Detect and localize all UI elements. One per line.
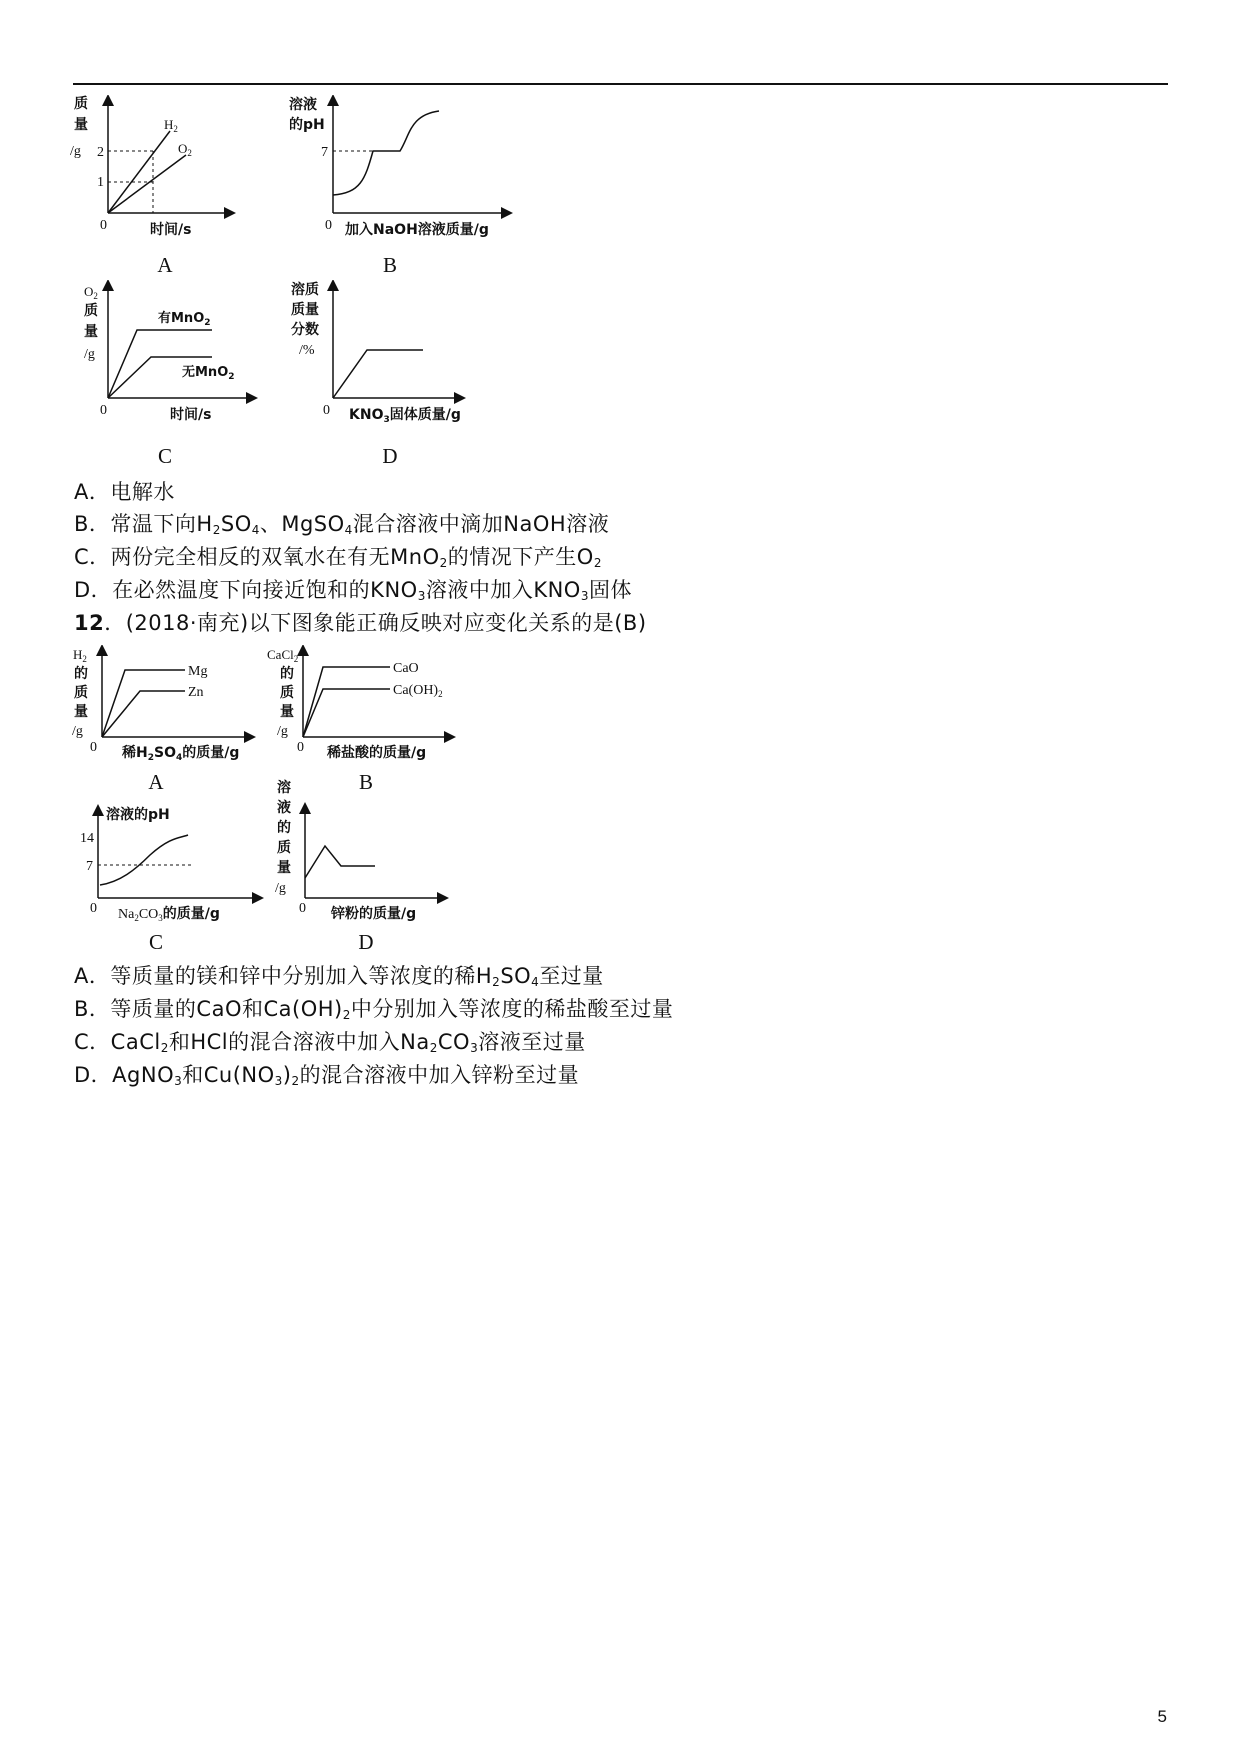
q12-option-d: D．AgNO$_3$和$Cu(NO_3)_2$的混合溶液中加入锌粉至过量 (74, 1063, 580, 1088)
origin-label: 0 (90, 740, 97, 755)
svg-text:质: 质 (277, 840, 291, 856)
figure-label: B (358, 770, 373, 794)
tick-label: 1 (97, 175, 104, 190)
tick-label: 7 (321, 145, 328, 160)
figure-label: A (148, 770, 164, 794)
origin-label: 0 (100, 218, 107, 233)
q11-option-b: B．常温下向$H_2SO_4$、MgSO$_4$混合溶液中滴加NaOH溶液 (74, 512, 610, 537)
axis-label-y: 溶液 (289, 97, 317, 113)
svg-text:量: 量 (74, 704, 88, 720)
origin-label: 0 (100, 403, 107, 418)
series-label: CaO (393, 661, 419, 676)
series-label: 无MnO$_2$ (182, 365, 235, 382)
tick-label: 14 (80, 831, 94, 846)
origin-label: 0 (325, 218, 332, 233)
svg-text:分数: 分数 (291, 322, 319, 338)
svg-text:/g: /g (70, 144, 81, 159)
axis-label-y: 溶质 (291, 282, 319, 298)
axis-label-x: 时间/s (150, 222, 192, 238)
svg-text:/g: /g (72, 724, 83, 739)
q12-figure-d (265, 778, 465, 928)
origin-label: 0 (299, 901, 306, 916)
q11-figure-a (70, 95, 250, 245)
figure-label: D (358, 930, 374, 954)
axis-label-y: 的 (74, 666, 88, 682)
origin-label: 0 (90, 901, 97, 916)
origin-label: 0 (323, 403, 330, 418)
svg-text:O2: $O_2$ (84, 284, 98, 301)
tick-label: 7 (86, 859, 93, 874)
header-rule (73, 83, 1168, 85)
axis-label-y: 质 (84, 303, 98, 319)
figure-label: C (157, 444, 172, 468)
q11-figure-b (285, 95, 515, 245)
axis-label-y: 质 (74, 96, 88, 112)
figure-label: B (382, 253, 397, 277)
svg-text:CaCl2: CaCl$_2$ (267, 647, 299, 664)
axis-label-x: 稀盐酸的质量/g (327, 745, 427, 761)
axis-label-x: 锌粉的质量/g (331, 906, 417, 922)
q12-option-b: B．等质量的CaO和$Ca(OH)_2$中分别加入等浓度的稀盐酸至过量 (74, 997, 674, 1022)
tick-label: 2 (97, 145, 104, 160)
series-label: 有MnO$_2$ (158, 311, 211, 328)
svg-text:/%: /% (299, 343, 315, 358)
q11-figure-c (70, 280, 270, 430)
series-label: Zn (188, 685, 204, 700)
svg-text:/g: /g (275, 881, 286, 896)
svg-text:/g: /g (277, 724, 288, 739)
axis-label-x: 加入NaOH溶液质量/g (345, 222, 489, 238)
svg-text:质: 质 (280, 685, 294, 701)
q11-option-c: C．两份完全相反的双氧水在有无MnO$_2$的情况下产生$O_2$ (74, 545, 602, 570)
axis-label-x: $KNO_3$固体质量/g (349, 407, 461, 425)
series-label: $Ca(OH)_2$ (393, 683, 443, 699)
axis-label-x: $Na_2CO_3$的质量/g (118, 906, 220, 923)
axis-label-y: 的 (280, 666, 294, 682)
svg-text:量: 量 (277, 860, 291, 876)
series-label: $O_2$ (178, 141, 192, 158)
origin-label: 0 (297, 740, 304, 755)
svg-text:质量: 质量 (291, 302, 319, 318)
svg-text:量: 量 (280, 704, 294, 720)
page-number: 5 (1157, 1707, 1167, 1726)
q12-option-c: C．CaCl$_2$和HCl的混合溶液中加入$Na_2CO_3$溶液至过量 (74, 1030, 586, 1055)
axis-label-x: 稀$H_2SO_4$的质量/g (122, 745, 240, 763)
svg-text:液: 液 (277, 800, 291, 816)
figure-label: A (157, 253, 173, 277)
q12-figure-b (265, 645, 465, 765)
axis-label-y: 溶 (277, 780, 291, 796)
figure-label: D (382, 444, 398, 468)
q12-option-a: A．等质量的镁和锌中分别加入等浓度的稀$H_2SO_4$至过量 (74, 964, 604, 989)
svg-text:H2: $H_2$ (73, 647, 87, 664)
axis-label-x: 时间/s (170, 407, 212, 423)
svg-text:/g: /g (84, 347, 95, 362)
svg-text:量: 量 (84, 324, 98, 340)
svg-text:的pH: 的pH (289, 117, 325, 133)
q11-figure-d (285, 280, 485, 430)
series-label: Mg (188, 664, 208, 679)
q11-option-d: D．在必然温度下向接近饱和的$KNO_3$溶液中加入$KNO_3$固体 (74, 578, 632, 603)
axis-label-y: 溶液的pH (106, 807, 170, 823)
q11-option-a: A．电解水 (74, 480, 175, 504)
figure-label: C (148, 930, 163, 954)
q12-figure-c (70, 800, 270, 930)
svg-text:质: 质 (74, 685, 88, 701)
svg-text:的: 的 (277, 820, 291, 836)
series-label: $H_2$ (164, 117, 178, 134)
question-number: 12 (74, 611, 105, 635)
q12-stem: 12．(2018·南充)以下图象能正确反映对应变化关系的是(B) (74, 611, 647, 635)
svg-text:量: 量 (74, 117, 88, 133)
q12-figure-a (70, 645, 260, 765)
